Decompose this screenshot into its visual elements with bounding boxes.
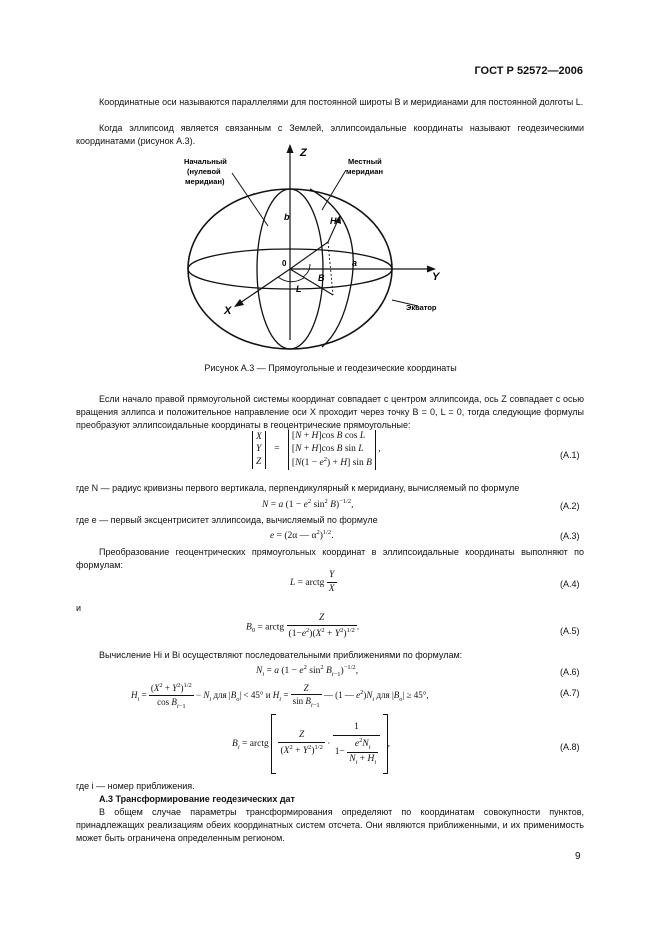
local-meridian-leader	[322, 170, 346, 210]
equation-number-a6: (А.6)	[560, 667, 580, 677]
axis-y-label: Y	[432, 271, 440, 283]
equation-a3: e = (2α — $\alpha^2)^{1/2}$.	[270, 529, 334, 542]
equation-number-a7: (А.7)	[560, 688, 580, 698]
equation-number-a4: (А.4)	[560, 579, 580, 589]
equation-a1: X Y Z = [N + H]cos B cos L [N + H]cos B sin L $[N(1 - e^2) + H]$ sin B ,	[252, 430, 381, 470]
height-H-label: H	[330, 216, 337, 226]
paragraph-radius-N: где N — радиус кривизны первого вертикала, перпендикулярный к меридиану, вычисляемый по формуле	[76, 483, 520, 493]
word-and: и	[76, 603, 82, 613]
paragraph-iterations: Вычисление Hi и Bi осуществляют последовательными приближениями по формулам:	[99, 650, 463, 660]
equation-a4: L = arctg $\frac{Y}{X}$	[290, 570, 335, 595]
angle-B-arc	[303, 264, 310, 277]
page-number: 9	[575, 851, 581, 862]
origin-label: 0	[282, 259, 287, 268]
axis-x-label: X	[224, 305, 232, 317]
equation-number-a1: (А.1)	[560, 450, 580, 460]
paragraph-transformation: В общем случае параметры трансформирования определяют по координатам совокупности пунктов, принадлежащих реализациям обеих координатных систем отсчета. Они являются приближенными, и их применимость может быть ограничена определенным регионом.	[76, 807, 584, 843]
figure-caption: Рисунок А.3 — Прямоугольные и геодезические координаты	[204, 363, 457, 373]
equation-a7: $H_i$ = $\frac{(X^2 + Y^2)^{1/2}}{\cos B_{i-1}}$ − $N_i$ для $|B_o| < 45^\circ$ и $H_i$ = $\frac{Z}{\sin B_{i-1}}$ — (1 — $e^2)N_i$ для $|B_o| \ge 45^\circ$,	[131, 682, 429, 710]
longitude-L-label: L	[296, 284, 302, 294]
document-code: ГОСТ Р 52572—2006	[474, 65, 583, 77]
intro-paragraph-1: Координатные оси называются параллелями для постоянной широты B и меридианами для постоянной долготы L.	[99, 97, 584, 107]
semi-major-a-label: a	[352, 258, 358, 268]
paragraph-inverse-transform: Преобразование геоцентрических прямоугольных координат в эллипсоидальные координаты выполняют по формулам:	[76, 547, 584, 570]
paragraph-iteration-index: где i — номер приближения.	[76, 781, 195, 791]
x-axis-arrow	[234, 299, 244, 307]
local-meridian-arc	[310, 189, 353, 347]
equation-number-a8: (А.8)	[560, 742, 580, 752]
intro-paragraph-2: Когда эллипсоид является связанным с Землей, эллипсоидальные координаты называют геодезическими координатами (рисунок А.3).	[76, 123, 584, 146]
equation-a5: $B_0$ = arctg $\frac{Z}{(1-e^2)(X^2 + Y^2)^{1/2}}$ .	[246, 613, 360, 640]
semi-minor-b-label: b	[284, 212, 290, 222]
local-meridian-label-1: Местный	[348, 157, 382, 166]
initial-meridian-label-3: меридиан)	[185, 177, 225, 186]
paragraph-eccentricity: где e — первый эксцентриситет эллипсоида, вычисляемый по формуле	[76, 515, 378, 525]
angle-L-arc	[278, 277, 304, 282]
z-axis-arrow	[287, 144, 294, 153]
equation-number-a5: (А.5)	[560, 626, 580, 636]
local-meridian-label-2: меридиан	[346, 167, 383, 176]
initial-meridian-label-1: Начальный	[184, 157, 227, 166]
equation-number-a3: (А.3)	[560, 531, 580, 541]
ellipsoid-figure	[170, 140, 470, 352]
paragraph-coordinate-system: Если начало правой прямоугольной системы координат совпадает с центром эллипсоида, ось Z совпадает с осью вращения эллипса и положительное направление оси X проходит через точку B = 0, L = 0, тогда следующие формулы преобразуют эллипсоидальные координаты в геоцентрические прямоугольные:	[76, 394, 584, 430]
equation-number-a2: (А.2)	[560, 501, 580, 511]
x-axis	[240, 269, 290, 303]
equation-a2: N = a ($1 - e^2$ $\sin^2 B)^{-1/2}$,	[262, 498, 354, 511]
equation-a8: $B_i$ = arctg $\frac{Z}{(X^2 + Y^2)^{1/2}}$ · 1 1− $\frac{e^2N_i}{N_i + H_i}$ ,	[232, 714, 390, 774]
initial-meridian-label-2: (нулевой	[187, 167, 221, 176]
equator-label: Экватор	[406, 303, 437, 312]
initial-meridian-leader	[232, 173, 268, 226]
equation-a6: $N_i = a$ ($1 - e^2$ $\sin^2 B_{i-1})^{-1/2}$,	[256, 664, 359, 679]
section-a3-title: А.3 Трансформирование геодезических дат	[99, 794, 295, 804]
latitude-B-label: B	[318, 273, 325, 283]
axis-z-label: Z	[300, 147, 307, 159]
